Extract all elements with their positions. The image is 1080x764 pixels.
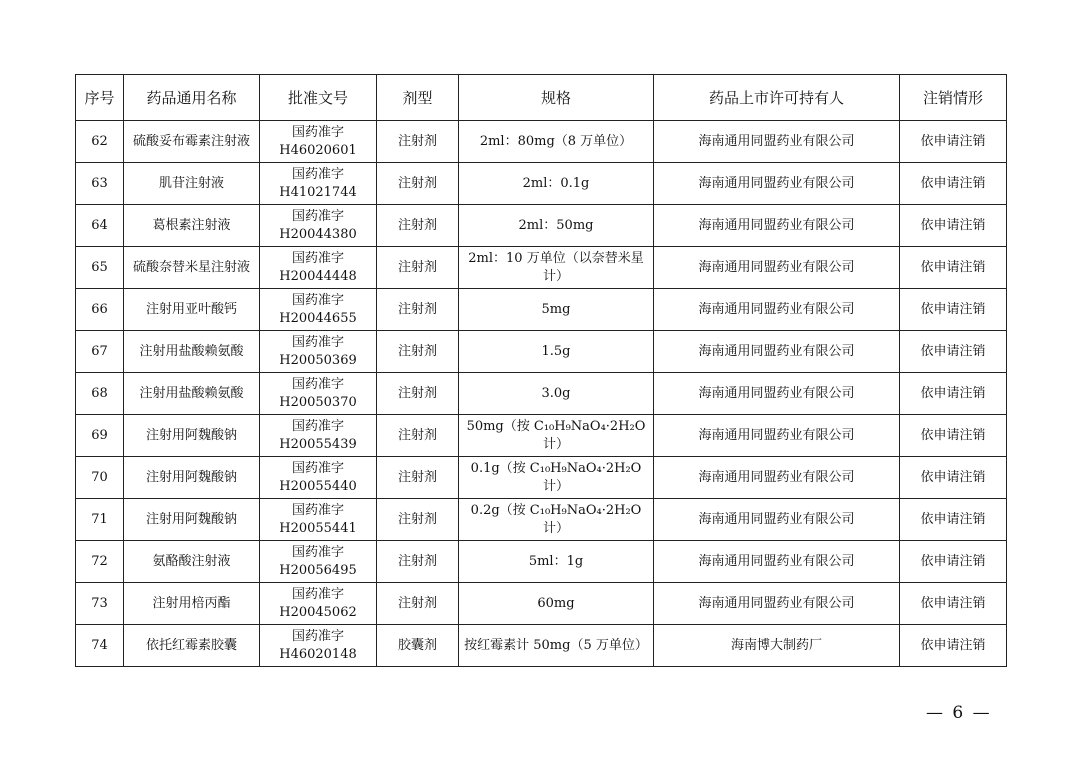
- header-dosage-form: 剂型: [377, 75, 459, 121]
- table-row: [76, 373, 1007, 415]
- cell-license-holder: 海南博大制药厂: [654, 625, 900, 667]
- approval-code: H20050369: [279, 352, 357, 368]
- table-row: [76, 163, 1007, 205]
- cell-specification: 2ml：50mg: [459, 205, 654, 247]
- cell-approval-number: [260, 121, 377, 163]
- cell-drug-name: 硫酸奈替米星注射液: [124, 247, 260, 289]
- approval-prefix: 国药准字: [291, 124, 344, 140]
- table-row: [76, 541, 1007, 583]
- cell-specification: 60mg: [459, 583, 654, 625]
- approval-code: H20045062: [279, 604, 357, 620]
- cell-dosage-form: 注射剂: [377, 541, 459, 583]
- approval-prefix: 国药准字: [291, 376, 344, 392]
- cell-license-holder: 海南通用同盟药业有限公司: [654, 121, 900, 163]
- cell-approval-number: [260, 373, 377, 415]
- cell-approval-number: [260, 331, 377, 373]
- cell-drug-name: 注射用盐酸赖氨酸: [124, 331, 260, 373]
- table-row: [76, 499, 1007, 541]
- cell-approval-number: [260, 205, 377, 247]
- cell-dosage-form: 注射剂: [377, 247, 459, 289]
- header-drug-name: 药品通用名称: [124, 75, 260, 121]
- cell-drug-name: 注射用阿魏酸钠: [124, 499, 260, 541]
- cell-cancellation-status: 依申请注销: [900, 331, 1007, 373]
- cell-index: 72: [76, 541, 124, 583]
- drug-cancellation-table: [75, 74, 1007, 667]
- header-specification: 规格: [459, 75, 654, 121]
- table-row: [76, 331, 1007, 373]
- approval-code: H46020148: [279, 646, 357, 662]
- cell-approval-number: [260, 499, 377, 541]
- cell-cancellation-status: 依申请注销: [900, 583, 1007, 625]
- approval-code: H20044655: [279, 310, 357, 326]
- approval-prefix: 国药准字: [291, 586, 344, 602]
- page-number: — 6 —: [926, 703, 992, 723]
- cell-drug-name: 注射用阿魏酸钠: [124, 457, 260, 499]
- cell-index: 74: [76, 625, 124, 667]
- cell-dosage-form: 注射剂: [377, 457, 459, 499]
- cell-specification: 5ml：1g: [459, 541, 654, 583]
- cell-approval-number: [260, 415, 377, 457]
- cell-dosage-form: 注射剂: [377, 499, 459, 541]
- approval-prefix: 国药准字: [291, 208, 344, 224]
- approval-code: H20056495: [279, 562, 357, 578]
- approval-code: H20044380: [279, 226, 357, 242]
- cell-cancellation-status: 依申请注销: [900, 373, 1007, 415]
- cell-approval-number: [260, 625, 377, 667]
- approval-prefix: 国药准字: [291, 502, 344, 518]
- cell-approval-number: [260, 163, 377, 205]
- cell-specification: 3.0g: [459, 373, 654, 415]
- cell-cancellation-status: 依申请注销: [900, 541, 1007, 583]
- cell-cancellation-status: 依申请注销: [900, 457, 1007, 499]
- cell-drug-name: 注射用亚叶酸钙: [124, 289, 260, 331]
- approval-code: H20055441: [279, 520, 357, 536]
- cell-dosage-form: 注射剂: [377, 331, 459, 373]
- cell-specification: 0.1g（按 C₁₀H₉NaO₄·2H₂O 计）: [459, 457, 654, 499]
- table-row: [76, 415, 1007, 457]
- header-cancellation-status: 注销情形: [900, 75, 1007, 121]
- cell-specification: 2ml：80mg（8 万单位）: [459, 121, 654, 163]
- cell-specification: 0.2g（按 C₁₀H₉NaO₄·2H₂O 计）: [459, 499, 654, 541]
- cell-index: 67: [76, 331, 124, 373]
- cell-specification: 按红霉素计 50mg（5 万单位）: [459, 625, 654, 667]
- cell-index: 73: [76, 583, 124, 625]
- cell-drug-name: 依托红霉素胶囊: [124, 625, 260, 667]
- cell-drug-name: 注射用阿魏酸钠: [124, 415, 260, 457]
- approval-code: H20055440: [279, 478, 357, 494]
- cell-approval-number: [260, 541, 377, 583]
- table-row: [76, 583, 1007, 625]
- cell-license-holder: 海南通用同盟药业有限公司: [654, 541, 900, 583]
- cell-approval-number: [260, 583, 377, 625]
- cell-index: 63: [76, 163, 124, 205]
- approval-prefix: 国药准字: [291, 292, 344, 308]
- approval-prefix: 国药准字: [291, 334, 344, 350]
- cell-specification: 2ml：10 万单位（以奈替米星计）: [459, 247, 654, 289]
- cell-approval-number: [260, 289, 377, 331]
- cell-specification: 5mg: [459, 289, 654, 331]
- cell-drug-name: 葛根素注射液: [124, 205, 260, 247]
- approval-prefix: 国药准字: [291, 628, 344, 644]
- cell-cancellation-status: 依申请注销: [900, 499, 1007, 541]
- cell-license-holder: 海南通用同盟药业有限公司: [654, 247, 900, 289]
- cell-approval-number: [260, 457, 377, 499]
- cell-license-holder: 海南通用同盟药业有限公司: [654, 583, 900, 625]
- approval-prefix: 国药准字: [291, 460, 344, 476]
- table-body: [76, 121, 1007, 667]
- cell-cancellation-status: 依申请注销: [900, 205, 1007, 247]
- cell-cancellation-status: 依申请注销: [900, 289, 1007, 331]
- cell-index: 64: [76, 205, 124, 247]
- approval-prefix: 国药准字: [291, 250, 344, 266]
- cell-license-holder: 海南通用同盟药业有限公司: [654, 163, 900, 205]
- cell-license-holder: 海南通用同盟药业有限公司: [654, 457, 900, 499]
- approval-code: H20044448: [279, 268, 357, 284]
- table-row: [76, 625, 1007, 667]
- approval-code: H46020601: [279, 142, 357, 158]
- cell-index: 69: [76, 415, 124, 457]
- cell-drug-name: 氨酪酸注射液: [124, 541, 260, 583]
- cell-cancellation-status: 依申请注销: [900, 415, 1007, 457]
- cell-index: 71: [76, 499, 124, 541]
- cell-approval-number: [260, 247, 377, 289]
- table-row: [76, 205, 1007, 247]
- cell-index: 68: [76, 373, 124, 415]
- cell-cancellation-status: 依申请注销: [900, 121, 1007, 163]
- cell-index: 70: [76, 457, 124, 499]
- header-license-holder: 药品上市许可持有人: [654, 75, 900, 121]
- cell-specification: 2ml：0.1g: [459, 163, 654, 205]
- approval-prefix: 国药准字: [291, 166, 344, 182]
- table-row: [76, 121, 1007, 163]
- approval-prefix: 国药准字: [291, 418, 344, 434]
- cell-dosage-form: 注射剂: [377, 289, 459, 331]
- cell-index: 62: [76, 121, 124, 163]
- cell-dosage-form: 注射剂: [377, 163, 459, 205]
- cell-cancellation-status: 依申请注销: [900, 163, 1007, 205]
- header-approval-number: 批准文号: [260, 75, 377, 121]
- table-row: [76, 457, 1007, 499]
- cell-license-holder: 海南通用同盟药业有限公司: [654, 499, 900, 541]
- header-index: 序号: [76, 75, 124, 121]
- cell-drug-name: 注射用棓丙酯: [124, 583, 260, 625]
- cell-cancellation-status: 依申请注销: [900, 625, 1007, 667]
- cell-drug-name: 肌苷注射液: [124, 163, 260, 205]
- cell-dosage-form: 注射剂: [377, 205, 459, 247]
- cell-dosage-form: 注射剂: [377, 583, 459, 625]
- cell-dosage-form: 胶囊剂: [377, 625, 459, 667]
- cell-license-holder: 海南通用同盟药业有限公司: [654, 289, 900, 331]
- cell-drug-name: 注射用盐酸赖氨酸: [124, 373, 260, 415]
- table-header-row: [76, 75, 1007, 121]
- cell-specification: 1.5g: [459, 331, 654, 373]
- approval-code: H20055439: [279, 436, 357, 452]
- cell-license-holder: 海南通用同盟药业有限公司: [654, 373, 900, 415]
- cell-license-holder: 海南通用同盟药业有限公司: [654, 331, 900, 373]
- table-row: [76, 247, 1007, 289]
- cell-dosage-form: 注射剂: [377, 121, 459, 163]
- cell-drug-name: 硫酸妥布霉素注射液: [124, 121, 260, 163]
- cell-index: 65: [76, 247, 124, 289]
- approval-prefix: 国药准字: [291, 544, 344, 560]
- table-row: [76, 289, 1007, 331]
- cell-license-holder: 海南通用同盟药业有限公司: [654, 415, 900, 457]
- approval-code: H20050370: [279, 394, 357, 410]
- cell-dosage-form: 注射剂: [377, 373, 459, 415]
- cell-dosage-form: 注射剂: [377, 415, 459, 457]
- cell-specification: 50mg（按 C₁₀H₉NaO₄·2H₂O 计）: [459, 415, 654, 457]
- cell-cancellation-status: 依申请注销: [900, 247, 1007, 289]
- cell-index: 66: [76, 289, 124, 331]
- approval-code: H41021744: [279, 184, 357, 200]
- cell-license-holder: 海南通用同盟药业有限公司: [654, 205, 900, 247]
